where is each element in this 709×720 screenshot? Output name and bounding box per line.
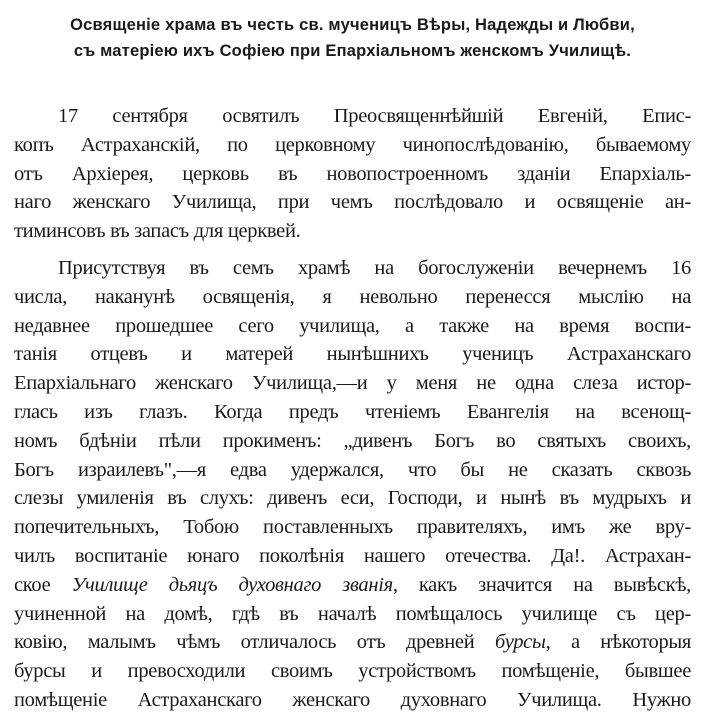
text-line: недавнее прошедшее сего училища, а также на время воспи- xyxy=(14,314,691,337)
text-fragment: ское xyxy=(14,573,72,596)
text-line: слезы умиленiя въ слухъ: дивенъ еси, Господи, и нынѣ въ мудрыхъ и xyxy=(14,487,691,510)
text-line: Епархiальнаго женскаго Училища,—и у меня не одна слеза истор- xyxy=(14,372,691,395)
paragraph-1 xyxy=(14,102,691,246)
text-line: тиминсовъ въ запасъ для церквей. xyxy=(14,220,301,243)
text-line: Богъ израилевъ",—я едва удержался, что бы не сказать сквозь xyxy=(14,458,691,481)
text-fragment: , а нѣкоторыя xyxy=(545,631,692,654)
paragraph-2 xyxy=(14,254,691,715)
title-line-2: съ матерiею ихъ Софiею при Епархiальномъ женскомъ Училищѣ. xyxy=(73,42,632,60)
text-line: 17 сентября освятилъ Преосвященнѣйшiй Евгенiй, Епис- xyxy=(58,105,691,127)
text-line: танiя отцевъ и матерей нынѣшнихъ ученицъ Астраханскаго xyxy=(14,343,691,366)
text-fragment: , какъ значится на вывѣскѣ, xyxy=(392,573,691,596)
text-line: чилъ воспитанiе юнаго поколѣнiя нашего отечества. Да!. Астрахан- xyxy=(14,544,691,567)
text-line: копъ Астраханскiй, по церковному чинопослѣдованiю, бываемому xyxy=(14,133,691,156)
text-line: Присутствуя въ семъ храмѣ на богослуженiи вечернемъ 16 xyxy=(58,256,691,279)
text-line: бурсы и превосходили своимъ устройствомъ помѣщенiе, бывшее xyxy=(14,660,691,683)
text-line: учиненной на домѣ, гдѣ въ началѣ помѣщалось училище съ цер- xyxy=(14,602,691,625)
text-line xyxy=(14,571,691,600)
text-line: отъ Архiерея, церковь въ новопостроенномъ зданiи Епархiаль- xyxy=(14,162,691,185)
text-line xyxy=(14,628,691,657)
italic-word: бурсы xyxy=(494,631,546,654)
title-line-1: Освященіе храма въ честь св. мученицъ Вѣры, Надежды и Любви, xyxy=(70,16,635,34)
text-fragment: ковiю, малымъ чѣмъ отличалось отъ древней xyxy=(14,631,495,654)
text-line: числа, наканунѣ освященiя, я невольно перенесся мыслiю на xyxy=(14,285,691,308)
text-line: попечительныхъ, Тобою поставленныхъ правителяхъ, имъ же вру- xyxy=(14,516,691,539)
text-line: помѣщенiе Астраханскаго женскаго духовнаго Училища. Нужно xyxy=(14,688,691,711)
text-line: глась изъ глазъ. Когда предъ чтенiемъ Евангелiя на всенощ- xyxy=(14,400,691,423)
text-line: номъ бдѣнiи пѣли прокименъ: „дивенъ Богъ во святыхъ своихъ, xyxy=(14,429,691,452)
italic-phrase: Училище дьяцъ духовнаго званiя xyxy=(71,573,393,596)
article-title xyxy=(14,12,691,64)
text-line: наго женскаго Училища, при чемъ послѣдовало и освященiе ан- xyxy=(14,191,691,214)
